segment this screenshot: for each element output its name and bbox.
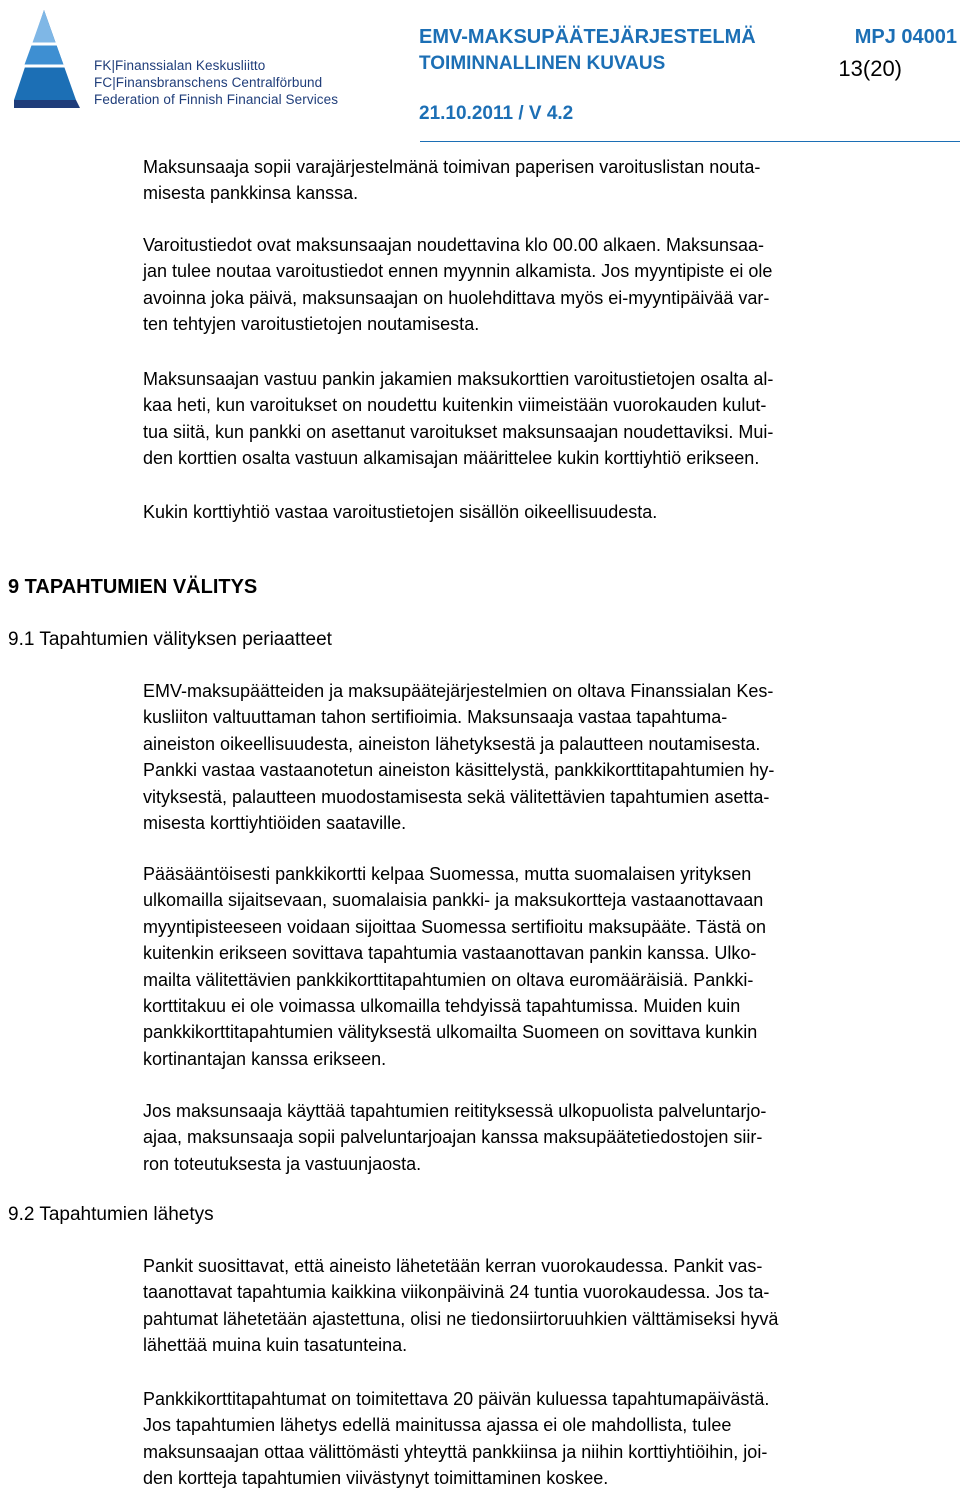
- heading-section-9-1: 9.1 Tapahtumien välityksen periaatteet: [8, 629, 332, 650]
- document-code: MPJ 04001: [854, 26, 957, 48]
- logo-text-en: Federation of Finnish Financial Services: [94, 92, 339, 107]
- paragraph-warning-retrieval: [143, 232, 958, 338]
- text-line: Pankki vastaa vastaanotetun aineiston käsittelystä, pankkikorttitapahtumien hy-: [143, 760, 775, 781]
- paragraph-service-provider: [143, 1098, 958, 1177]
- document-subtitle: TOIMINNALLINEN KUVAUS: [419, 53, 666, 74]
- paragraph-foreign-terminals: [143, 861, 958, 1072]
- paragraph-paper-warning-list: [143, 154, 958, 207]
- text-line: Kukin korttiyhtiö vastaa varoitustietojen sisällön oikeellisuudesta.: [143, 502, 658, 522]
- text-line: tua siitä, kun pankki on asettanut varoitukset maksunsaajan noudettaviksi. Mui-: [143, 421, 774, 442]
- text-line: jan tulee noutaa varoitustiedot ennen myynnin alkamista. Jos myyntipiste ei ole: [143, 261, 773, 282]
- paragraph-card-company: [143, 499, 958, 525]
- text-line: korttitakuu ei ole voimassa ulkomailla tehdyissä tapahtumissa. Muiden kuin: [143, 996, 741, 1017]
- text-line: aineiston oikeellisuudesta, aineiston lähetyksestä ja palautteen noutamisesta.: [143, 733, 761, 754]
- text-line: avoinna joka päivä, maksunsaajan on huolehdittava myös ei-myyntipäivää var-: [143, 287, 770, 308]
- text-line: ajaa, maksunsaaja sopii palveluntarjoajan kanssa maksupäätetiedostojen siir-: [143, 1127, 763, 1148]
- text-line: taanottavat tapahtumia kaikkina viikonpäivinä 24 tuntia vuorokaudessa. Jos ta-: [143, 1282, 770, 1303]
- text-line: maksunsaajan ottaa välittömästi yhteyttä pankkiinsa ja niihin korttiyhtiöihin, joi-: [143, 1441, 768, 1462]
- text-line: Varoitustiedot ovat maksunsaajan noudettavina klo 00.00 alkaen. Maksunsaa-: [143, 235, 765, 255]
- text-line: pahtumat lähetetään ajastettuna, olisi ne tiedonsiirtoruuhkien välttämiseksi hyvä: [143, 1308, 779, 1329]
- document-date-version: 21.10.2011 / V 4.2: [419, 103, 574, 124]
- text-line: den korttien osalta vastuun alkamisajan määrittelee kukin korttiyhtiö erikseen.: [143, 448, 760, 469]
- text-line: mailta välitettävien pankkikorttitapahtumien on oltava euromääräisiä. Pankki-: [143, 969, 754, 990]
- text-line: misesta pankkinsa kanssa.: [143, 183, 359, 204]
- text-line: Maksunsaajan vastuu pankin jakamien maksukorttien varoitustietojen osalta al-: [143, 369, 774, 389]
- text-line: Jos tapahtumien lähetys edellä mainitussa ajassa ei ole mahdollista, tulee: [143, 1415, 732, 1436]
- text-line: Maksunsaaja sopii varajärjestelmänä toimivan paperisen varoituslistan nouta-: [143, 157, 761, 177]
- text-line: pankkikorttitapahtumien välityksestä ulkomailta Suomeen on sovittava kunkin: [143, 1022, 758, 1043]
- text-line: Pankkikorttitapahtumat on toimitettava 20 päivän kuluessa tapahtumapäivästä.: [143, 1389, 770, 1409]
- text-line: misesta korttiyhtiöiden saataville.: [143, 813, 407, 834]
- text-line: den kortteja tapahtumien viivästynyt toimittaminen koskee.: [143, 1468, 609, 1489]
- logo-text-fc: FC|Finansbranschens Centralförbund: [94, 75, 323, 90]
- text-line: Pääsääntöisesti pankkikortti kelpaa Suomessa, mutta suomalaisen yrityksen: [143, 864, 752, 884]
- text-line: vityksestä, palautteen muodostamisesta sekä välitettävien tapahtumien asetta-: [143, 786, 770, 807]
- header-divider: [420, 141, 960, 142]
- text-line: ulkomailla sijaitsevaan, suomalaisia pankki- ja maksukortteja vastaanottavaan: [143, 890, 764, 911]
- organization-logo: [14, 8, 344, 108]
- text-line: ten tehtyjen varoitustietojen noutamisesta.: [143, 314, 480, 335]
- text-line: kuitenkin erikseen sovittava tapahtumia vastaanottavan pankin kanssa. Ulko-: [143, 943, 757, 964]
- text-line: ron toteutuksesta ja vastuunjaosta.: [143, 1153, 422, 1174]
- logo-text-fk: FK|Finanssialan Keskusliitto: [94, 58, 266, 73]
- text-line: Jos maksunsaaja käyttää tapahtumien reitityksessä ulkopuolista palveluntarjo-: [143, 1101, 767, 1121]
- text-line: myyntipisteeseen voidaan sijoittaa Suomessa sertifioitu maksupääte. Tästä on: [143, 916, 767, 937]
- text-line: EMV-maksupäätteiden ja maksupäätejärjestelmien on oltava Finanssialan Kes-: [143, 681, 774, 701]
- text-line: kaa heti, kun varoitukset on noudettu kuitenkin viimeistään vuorokauden kulut-: [143, 395, 767, 416]
- paragraph-sending-frequency: [143, 1253, 958, 1359]
- document-title: EMV-MAKSUPÄÄTEJÄRJESTELMÄ: [419, 26, 756, 48]
- text-line: kortinantajan kanssa erikseen.: [143, 1048, 387, 1069]
- text-line: kusliiton valtuuttaman tahon sertifioimia. Maksunsaaja vastaa tapahtuma-: [143, 707, 728, 728]
- text-line: Pankit suosittavat, että aineisto lähetetään kerran vuorokaudessa. Pankit vas-: [143, 1256, 763, 1276]
- paragraph-certification: [143, 678, 958, 836]
- heading-section-9-2: 9.2 Tapahtumien lähetys: [8, 1204, 214, 1225]
- page-number: 13(20): [838, 56, 902, 81]
- paragraph-responsibility: [143, 366, 958, 472]
- logo-triangle-icon: [14, 8, 94, 108]
- text-line: lähettää muina kuin tasatunteina.: [143, 1335, 408, 1356]
- paragraph-delivery-deadline: [143, 1386, 958, 1492]
- heading-section-9: 9 TAPAHTUMIEN VÄLITYS: [8, 576, 258, 598]
